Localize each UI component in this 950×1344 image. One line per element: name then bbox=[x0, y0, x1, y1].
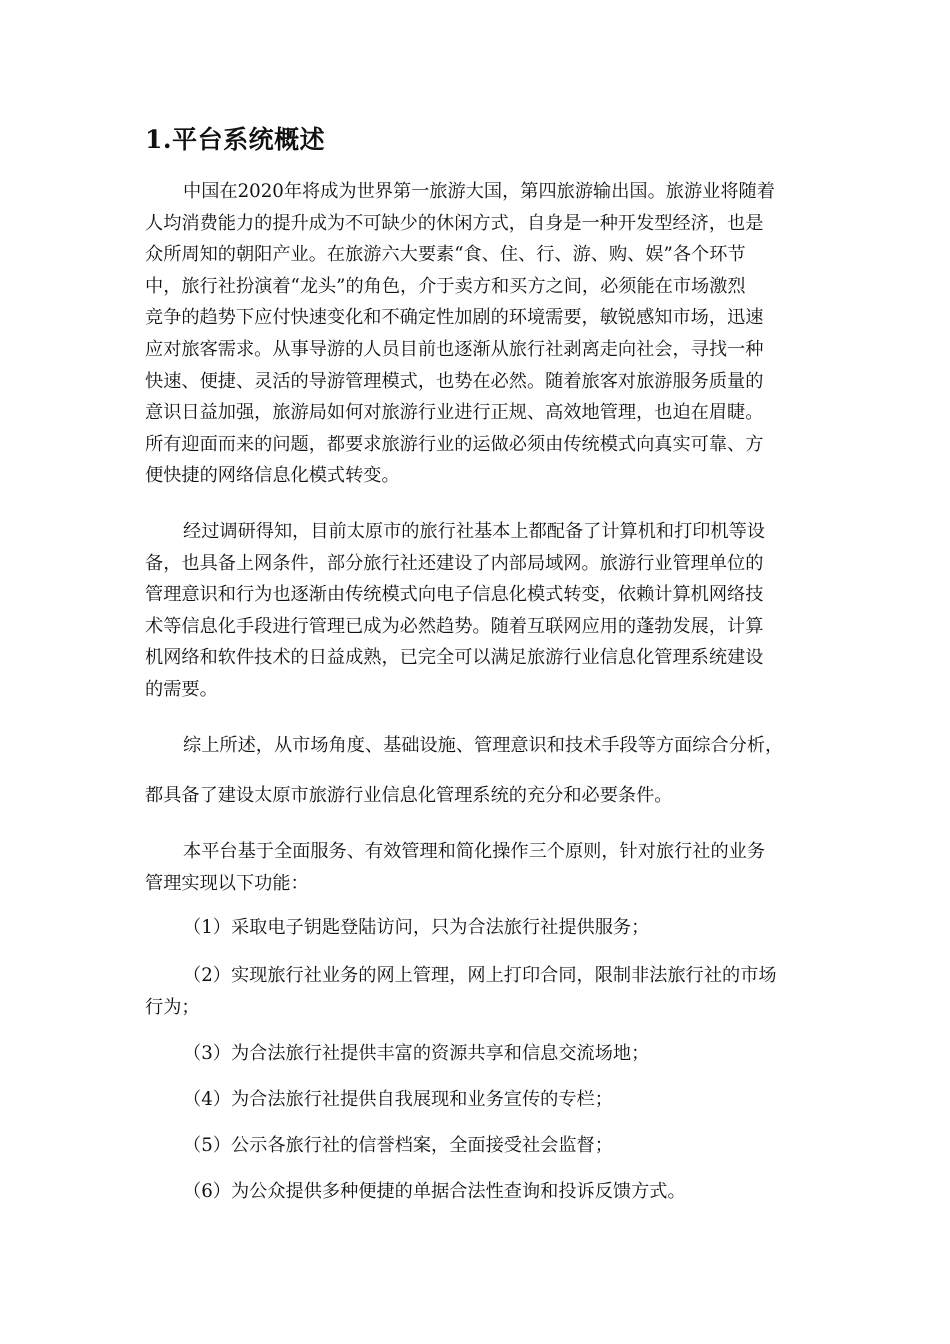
paragraph-line: 综上所述，从市场角度、基础设施、管理意识和技术手段等方面综合分析， bbox=[183, 735, 784, 756]
paragraph-summary-second bbox=[145, 780, 817, 812]
paragraph-line: 管理实现以下功能： bbox=[145, 872, 309, 894]
paragraph-line: 便快捷的网络信息化模式转变。 bbox=[145, 465, 400, 487]
list-item: （5）公示各旅行社的信誉档案，全面接受社会监督； bbox=[183, 1135, 613, 1156]
paragraph-overview bbox=[145, 176, 817, 492]
list-item: （6）为公众提供多种便捷的单据合法性查询和投诉反馈方式。 bbox=[183, 1181, 686, 1202]
paragraph-line: 所有迎面而来的问题，都要求旅游行业的运做必须由传统模式向真实可靠、方 bbox=[145, 433, 764, 455]
list-item: （2）实现旅行社业务的网上管理，网上打印合同，限制非法旅行社的市场 bbox=[183, 965, 777, 986]
paragraph-line: 竞争的趋势下应付快速变化和不确定性加剧的环境需要，敏锐感知市场，迅速 bbox=[145, 307, 764, 329]
paragraph-line: 的需要。 bbox=[145, 678, 218, 700]
list-item-continuation: 行为； bbox=[145, 997, 200, 1018]
paragraph-line: 机网络和软件技术的日益成熟，已完全可以满足旅游行业信息化管理系统建设 bbox=[145, 647, 764, 669]
list-item: （1）采取电子钥匙登陆访问，只为合法旅行社提供服务； bbox=[183, 917, 650, 938]
paragraph-line: 经过调研得知，目前太原市的旅行社基本上都配备了计算机和打印机等设 bbox=[183, 521, 766, 542]
paragraph-summary-first bbox=[145, 730, 817, 762]
section-heading: 1.平台系统概述 bbox=[145, 125, 326, 154]
paragraph-line: 中，旅行社扮演着“龙头”的角色，介于卖方和买方之间，必须能在市场激烈 bbox=[145, 275, 746, 297]
paragraph-research bbox=[145, 516, 817, 706]
paragraph-line: 众所周知的朝阳产业。在旅游六大要素“食、住、行、游、购、娱”各个环节 bbox=[145, 244, 746, 266]
paragraph-line: 中国在2020年将成为世界第一旅游大国，第四旅游输出国。旅游业将随着 bbox=[183, 181, 775, 202]
paragraph-line: 应对旅客需求。从事导游的人员目前也逐渐从旅行社剥离走向社会，寻找一种 bbox=[145, 338, 764, 360]
list-item: （3）为合法旅行社提供丰富的资源共享和信息交流场地； bbox=[183, 1043, 650, 1064]
paragraph-line: 备，也具备上网条件，部分旅行社还建设了内部局域网。旅游行业管理单位的 bbox=[145, 552, 764, 574]
paragraph-functions-intro bbox=[145, 836, 817, 899]
list-item: （4）为合法旅行社提供自我展现和业务宣传的专栏； bbox=[183, 1089, 613, 1110]
paragraph-line: 意识日益加强，旅游局如何对旅游行业进行正规、高效地管理，也迫在眉睫。 bbox=[145, 402, 764, 424]
paragraph-line: 人均消费能力的提升成为不可缺少的休闲方式，自身是一种开发型经济，也是 bbox=[145, 212, 764, 234]
paragraph-line: 快速、便捷、灵活的导游管理模式，也势在必然。随着旅客对旅游服务质量的 bbox=[145, 370, 764, 392]
paragraph-line: 术等信息化手段进行管理已成为必然趋势。随着互联网应用的蓬勃发展，计算 bbox=[145, 615, 764, 637]
paragraph-line: 都具备了建设太原市旅游行业信息化管理系统的充分和必要条件。 bbox=[145, 785, 673, 806]
paragraph-line: 管理意识和行为也逐渐由传统模式向电子信息化模式转变，依赖计算机网络技 bbox=[145, 584, 764, 606]
paragraph-line: 本平台基于全面服务、有效管理和简化操作三个原则，针对旅行社的业务 bbox=[183, 841, 766, 862]
